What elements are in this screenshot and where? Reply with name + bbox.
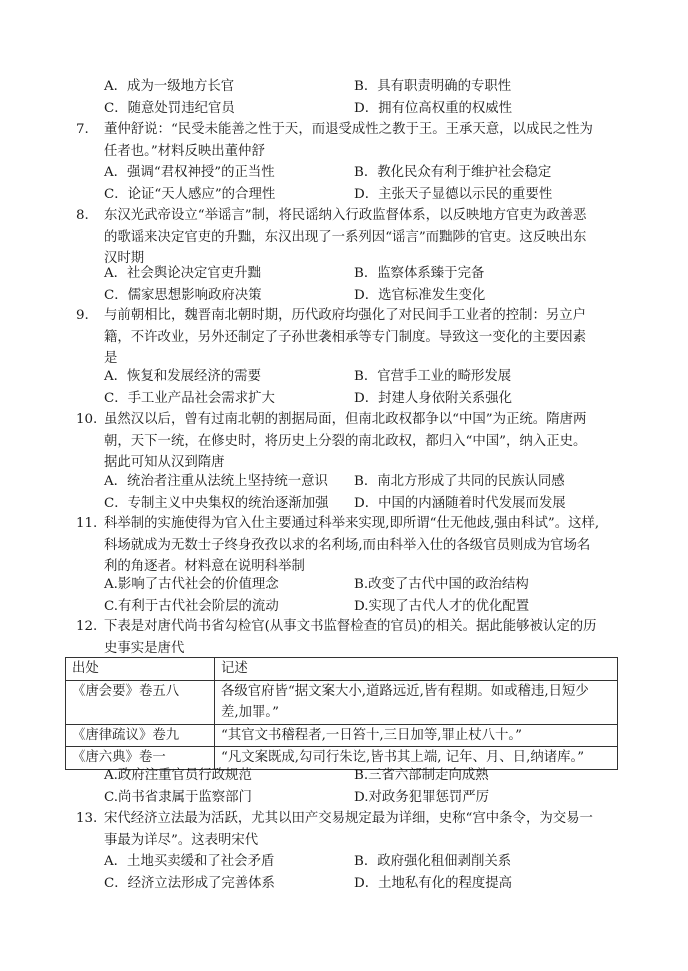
question-text: 科场就成为无数士子终身孜孜以求的名利场,而由科举入仕的各级官员则成为官场名	[104, 537, 591, 553]
question-text: 下表是对唐代尚书省勾检官(从事文书监督检查的官员)的相关。据此能够被认定的历	[104, 619, 597, 634]
q7-option-b: B．教化民众有利于维护社会稳定	[354, 165, 552, 180]
question-text: 的歌谣来决定官吏的升黜，东汉出现了一系列因“谣言”而黜陟的官吏。这反映出东	[104, 229, 587, 245]
q13-option-b: B．政府强化租佃剥削关系	[354, 854, 512, 869]
question-number: 7.	[76, 122, 89, 137]
question-number: 12.	[76, 619, 98, 634]
q13-option-a: A．土地买卖缓和了社会矛盾	[104, 854, 275, 869]
q7-option-c: C．论证“天人感应”的合理性	[104, 186, 276, 202]
question-text: 汉时期	[104, 251, 145, 266]
question-text: 科举制的实施使得为官入仕主要通过科举来实现,即所谓“仕无他歧,强由科试”。这样,	[104, 516, 600, 531]
table-cell-source: 《唐律疏议》卷九	[66, 724, 215, 747]
q13-option-c: C．经济立法形成了完善体系	[104, 875, 275, 891]
question-text: 董仲舒说：“民受未能善之性于天，而退受成性之教于王。王承天意，以成民之性为	[104, 122, 593, 137]
question-12	[76, 616, 616, 659]
table-row	[66, 724, 618, 747]
q10-option-a: A．统治者注重从法统上坚持统一意识	[104, 474, 328, 489]
source-table	[65, 657, 618, 770]
q6-options	[104, 76, 624, 119]
q12-options	[104, 765, 624, 808]
table-header-record: 记述	[215, 658, 618, 681]
table-cell-record: “凡文案既成,勾司行朱讫,皆书其上端, 记年、月、日,纳诸库。”	[215, 747, 618, 770]
q12-option-d: D.对政务犯罪惩罚严厉	[354, 789, 490, 805]
q12-option-b: B.三省六部制走向成熟	[354, 768, 489, 783]
q12-option-c: C.尚书省隶属于监察部门	[104, 789, 252, 805]
table-cell-record: “其官文书稽程者,一日笞十,三日加等,罪止杖八十。”	[215, 724, 618, 747]
question-text: 籍，不许改业，另外还制定了子孙世袭相承等专门制度。导致这一变化的主要因素	[104, 329, 587, 345]
table-cell-line: 各级官府皆“据文案大小,道路远近,皆有程期。如或稽违,日短少	[221, 683, 589, 699]
q6-option-c: C．随意处罚违纪官员	[104, 100, 235, 116]
table-row	[66, 680, 618, 724]
q10-option-d: D．中国的内涵随着时代发展而发展	[354, 495, 566, 511]
q6-option-d: D．拥有位高权重的权威性	[354, 100, 513, 116]
question-text: 东汉光武帝设立“举谣言”制，将民谣纳入行政监督体系，以反映地方官吏为政善恶	[104, 208, 587, 223]
q9-option-d: D．封建人身依附关系强化	[354, 390, 513, 406]
q8-option-d: D．选官标准发生变化	[354, 287, 486, 303]
question-7	[76, 119, 616, 162]
q12-option-a: A.政府注重官员行政规范	[104, 768, 252, 783]
q8-option-a: A．社会舆论决定官吏升黜	[104, 266, 261, 281]
q8-option-b: B．监察体系臻于完备	[354, 266, 485, 281]
q10-option-b: B．南北方形成了共同的民族认同感	[354, 474, 565, 489]
table-cell-source: 《唐六典》卷一	[66, 747, 215, 770]
question-text: 与前朝相比，魏晋南北朝时期，历代政府均强化了对民间手工业者的控制：另立户	[104, 308, 587, 323]
question-text: 史事实是唐代	[104, 640, 185, 656]
q6-option-b: B．具有职责明确的专职性	[354, 79, 512, 94]
question-9	[76, 305, 616, 370]
q11-option-d: D.实现了古代人才的优化配置	[354, 598, 530, 614]
question-8	[76, 205, 616, 270]
question-text: 任者也。”材料反映出董仲舒	[104, 143, 265, 159]
question-text: 利的角逐者。材料意在说明科举制	[104, 559, 305, 574]
table-cell-record	[215, 680, 618, 724]
q13-option-d: D．土地私有化的程度提高	[354, 875, 513, 891]
q7-options	[104, 162, 624, 205]
q6-option-a: A．成为一级地方长官	[104, 79, 235, 94]
q10-options	[104, 471, 624, 514]
q9-option-b: B．官营手工业的畸形发展	[354, 369, 512, 384]
q8-option-c: C．儒家思想影响政府决策	[104, 287, 262, 303]
question-13	[76, 808, 616, 851]
question-number: 10.	[76, 412, 98, 427]
question-text: 虽然汉以后，曾有过南北朝的割据局面，但南北政权都争以“中国”为正统。隋唐两	[104, 412, 587, 427]
q11-option-a: A.影响了古代社会的价值理念	[104, 577, 279, 592]
question-text: 宋代经济立法最为活跃，尤其以田产交易规定最为详细，史称“宫中条令，为交易一	[104, 811, 593, 826]
table-cell-line: 差,加罪。”	[221, 705, 279, 720]
q9-option-a: A．恢复和发展经济的需要	[104, 369, 261, 384]
q10-option-c: C．专制主义中央集权的统治逐渐加强	[104, 495, 329, 511]
q13-options	[104, 851, 624, 894]
table-header-row	[66, 658, 618, 681]
q9-option-c: C．手工业产品社会需求扩大	[104, 390, 275, 406]
q9-options	[104, 366, 624, 409]
q11-option-b: B.改变了古代中国的政治结构	[354, 577, 529, 592]
question-10	[76, 409, 616, 474]
question-number: 11.	[76, 516, 98, 531]
question-11	[76, 513, 616, 578]
question-text: 是	[104, 351, 118, 366]
q11-options	[104, 574, 624, 617]
question-text: 事最为详尽”。这表明宋代	[104, 832, 259, 848]
q8-options	[104, 263, 624, 306]
question-number: 9.	[76, 308, 89, 323]
question-text: 据此可知从汉到隋唐	[104, 455, 225, 470]
table-cell-source: 《唐会要》卷五八	[66, 680, 215, 724]
question-number: 8.	[76, 208, 89, 223]
q11-option-c: C.有利于古代社会阶层的流动	[104, 598, 279, 614]
question-text: 朝，天下一统，在修史时，将历史上分裂的南北政权，都归入“中国”，纳入正史。	[104, 433, 587, 449]
q7-option-a: A．强调“君权神授”的正当性	[104, 165, 275, 180]
question-number: 13.	[76, 811, 98, 826]
q7-option-d: D．主张天子显德以示民的重要性	[354, 186, 553, 202]
table-header-source: 出处	[66, 658, 215, 681]
